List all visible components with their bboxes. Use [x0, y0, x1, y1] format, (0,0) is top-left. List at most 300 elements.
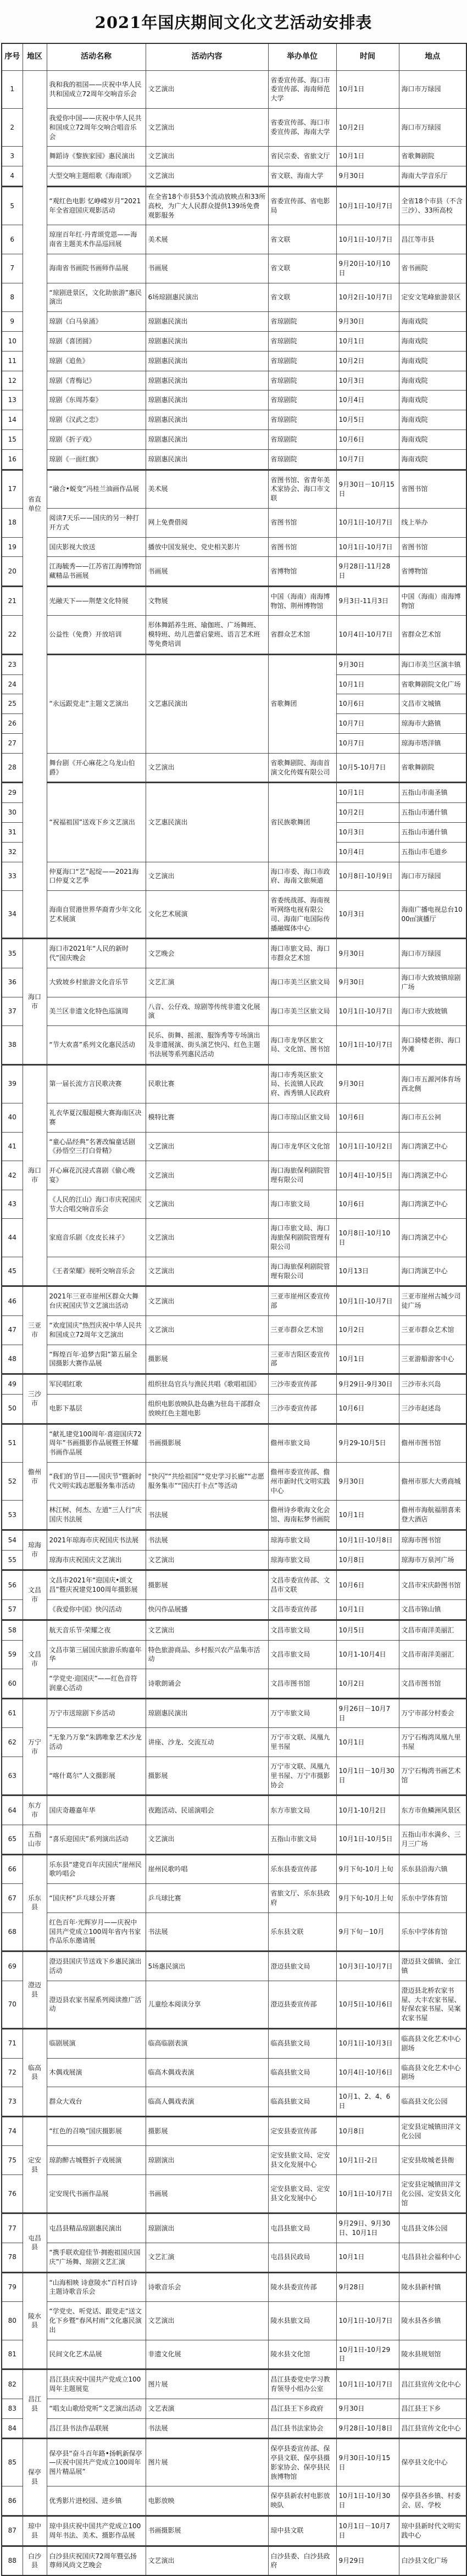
time-cell: 10月1日－10月7日	[336, 2516, 399, 2546]
organizer-cell: 昌江县王下乡政府	[268, 2399, 336, 2418]
serial-cell: 34	[2, 891, 23, 939]
time-cell: 10月1日-10月2日	[336, 1132, 399, 1161]
activity-content-cell: 书画展	[146, 2174, 268, 2213]
region-cell: 东方市	[23, 1796, 47, 1825]
organizer-cell: 琼海市旅文局	[268, 1550, 336, 1570]
serial-cell: 14	[2, 410, 23, 430]
time-cell: 10月3日-10月7日	[336, 1951, 399, 1981]
location-cell: 三沙市永兴岛	[399, 1374, 466, 1395]
location-cell: 澄迈县北桥农家书屋、大丰农家书屋、好保农家书屋、吴案农家书屋	[399, 1981, 466, 2028]
activity-content-cell: 文艺惠民演出	[146, 654, 268, 753]
time-cell: 10月1日-10月7日	[336, 2369, 399, 2399]
location-cell: 海口市五源河体育场西北侧	[399, 1064, 466, 1103]
location-cell: 琼海市图书馆	[399, 1530, 466, 1550]
activity-content-cell: 特色旅游商品、乡村振兴农产品集市活动	[146, 1640, 268, 1669]
activity-content-cell: 琼剧惠民演出	[146, 331, 268, 351]
table-row	[2, 1286, 466, 1316]
organizer-cell: 白沙县委、白沙县政府	[268, 2546, 336, 2575]
location-cell: 文昌市宋庆龄图书馆	[399, 1570, 466, 1600]
organizer-cell: 省琼剧院	[268, 371, 336, 391]
location-cell: 省图书馆	[399, 537, 466, 557]
organizer-cell: 省文联	[268, 254, 336, 283]
activity-content-cell: 文艺汇演	[146, 2243, 268, 2272]
table-row	[2, 1825, 466, 1855]
time-cell: 10月6日	[336, 1570, 399, 1600]
serial-cell: 41	[2, 1132, 23, 1161]
time-cell: 10月1日	[336, 2243, 399, 2272]
table-row	[2, 1669, 466, 1699]
location-cell: 琼海市大路镇	[399, 714, 466, 734]
activity-content-cell: 琼剧演出	[146, 2146, 268, 2175]
serial-cell: 43	[2, 1190, 23, 1219]
table-row	[2, 1728, 466, 1757]
organizer-cell: 定安县委宣传部	[268, 2116, 336, 2146]
table-row	[2, 1345, 466, 1374]
serial-cell: 45	[2, 1257, 23, 1286]
time-cell: 10月1日－10月30日	[336, 1757, 399, 1796]
location-cell: 琼中县新时代文明实践中心	[399, 2516, 466, 2546]
location-cell: 三亚市群众艺术馆	[399, 1315, 466, 1345]
location-cell: 省博物馆	[399, 557, 466, 587]
activity-name-cell: 舞蹈诗《黎族家园》惠民演出	[47, 147, 146, 166]
activity-name-cell: 琼剧《一面红旗》	[47, 449, 146, 470]
table-row	[2, 2399, 466, 2418]
region-cell: 三亚市	[23, 1286, 47, 1374]
time-cell: 10月8日	[336, 2116, 399, 2146]
organizer-cell: 海口市委、海口市政府、海南文旅频道	[268, 862, 336, 891]
region-cell: 儋州市	[23, 1424, 47, 1530]
time-cell: 10月1日	[336, 674, 399, 694]
organizer-cell: 定安县旅文局、定安县文化发展中心	[268, 2174, 336, 2213]
activity-content-cell: 文艺演出	[146, 108, 268, 146]
region-cell: 琼海市	[23, 1530, 47, 1570]
serial-cell: 64	[2, 1796, 23, 1825]
table-row	[2, 508, 466, 537]
time-cell: 10月6日	[336, 694, 399, 714]
activity-content-cell: 琼剧惠民演出	[146, 351, 268, 371]
organizer-cell: 昌江县委党史学习教育领导小组办公室	[268, 2369, 336, 2399]
table-header	[2, 43, 466, 70]
serial-cell: 26	[2, 714, 23, 734]
time-cell: 10月8日-10月10日	[336, 1219, 399, 1257]
header-row	[2, 43, 466, 70]
table-row	[2, 2058, 466, 2087]
region-cell: 省直单位	[23, 70, 47, 939]
activity-name-cell: 美兰区非遗文化特色巡演周	[47, 997, 146, 1026]
organizer-cell: 省委宣传部、省电影局	[268, 186, 336, 225]
table-row	[2, 2174, 466, 2213]
activity-name-cell: 《人民的江山》海口市庆祝国庆节大合唱交响音乐会	[47, 1190, 146, 1219]
serial-cell: 87	[2, 2516, 23, 2546]
time-cell: 9月28日-10月8日	[336, 2418, 399, 2439]
activity-content-cell: 快闪作品展播	[146, 1600, 268, 1620]
organizer-cell: 屯昌县旅文局	[268, 2213, 336, 2243]
serial-cell: 3	[2, 147, 23, 166]
time-cell: 10月2日	[336, 1315, 399, 1345]
table-row	[2, 2028, 466, 2058]
activity-name-cell: 木偶戏展演	[47, 2058, 146, 2087]
serial-cell: 9	[2, 312, 23, 332]
activity-content-cell: 临高人偶戏表演	[146, 2087, 268, 2117]
table-row	[2, 1161, 466, 1190]
activity-name-cell: 琼海市庆祝国庆文艺演出	[47, 1550, 146, 1570]
serial-cell: 11	[2, 351, 23, 371]
location-cell: 省群众艺术馆	[399, 616, 466, 654]
serial-cell: 6	[2, 225, 23, 254]
location-cell: 东方市鱼鳞洲风景区	[399, 1796, 466, 1825]
serial-cell: 29	[2, 783, 23, 803]
organizer-cell: 海口市美兰区旅文局	[268, 968, 336, 997]
organizer-cell: 省琼剧院	[268, 331, 336, 351]
time-cell: 9月30日	[336, 939, 399, 968]
serial-cell: 88	[2, 2546, 23, 2575]
table-row	[2, 2243, 466, 2272]
activity-name-cell: 琼剧《追鱼》	[47, 351, 146, 371]
activity-content-cell: 网上免费借阅	[146, 508, 268, 537]
location-cell: 昌江等市县	[399, 225, 466, 254]
activity-name-cell: 琼崖百年红·丹青颂党恩——海南省主题美术作品巡回展	[47, 225, 146, 254]
location-cell: 三沙市赵述岛	[399, 1394, 466, 1424]
time-cell: 9月29日-9月30日	[336, 1374, 399, 1395]
organizer-cell: 三亚市群众艺术馆	[268, 1315, 336, 1345]
activity-content-cell: 琼剧惠民演出	[146, 391, 268, 410]
table-row	[2, 2302, 466, 2340]
location-cell: 儋州市海航福朋喜来登大酒店	[399, 1501, 466, 1530]
location-cell: 儋州市那大大勇商城	[399, 1462, 466, 1500]
location-cell: 临高县文化艺术中心剧场	[399, 2028, 466, 2058]
location-cell: 五指山市通什镇	[399, 803, 466, 823]
organizer-cell: 三沙市委宣传部	[268, 1374, 336, 1395]
activity-content-cell: 文艺演出	[146, 1286, 268, 1316]
serial-cell: 12	[2, 371, 23, 391]
table-row	[2, 2546, 466, 2575]
location-cell: 陵水县规划馆	[399, 2340, 466, 2369]
serial-cell: 27	[2, 734, 23, 754]
table-row	[2, 2146, 466, 2175]
time-cell: 10月6日	[336, 1394, 399, 1424]
location-cell: 昌江县宣传文化中心	[399, 2418, 466, 2439]
serial-cell: 55	[2, 1550, 23, 1570]
activity-content-cell: 琼剧演出	[146, 2213, 268, 2243]
organizer-cell: 省文联	[268, 283, 336, 312]
activity-name-cell: 临剧展演	[47, 2028, 146, 2058]
table-row	[2, 186, 466, 225]
activity-content-cell: 美术展	[146, 225, 268, 254]
activity-content-cell: 文艺演出	[146, 1161, 268, 1190]
organizer-cell: 海口海旅保利剧院管理有限公司	[268, 1257, 336, 1286]
table-row	[2, 1620, 466, 1640]
serial-cell: 49	[2, 1374, 23, 1395]
time-cell: 10月5日-10月6日	[336, 1981, 399, 2028]
time-cell: 10月1日-10月7日	[336, 2302, 399, 2340]
activity-content-cell: 夜跑活动、民谣演唱会	[146, 1796, 268, 1825]
serial-cell: 74	[2, 2116, 23, 2146]
organizer-cell: 保亭县新农村电影放映队	[268, 2486, 336, 2516]
activity-content-cell: 文艺惠民演出	[146, 783, 268, 862]
activity-content-cell: 书画展	[146, 254, 268, 283]
location-cell: 保亭县各乡镇、村委会、居、学校	[399, 2486, 466, 2516]
activity-content-cell: 崖州民歌吟唱	[146, 1854, 268, 1884]
organizer-cell: 乐东县委宣传部	[268, 1854, 336, 1884]
activity-name-cell: 国庆影视大放送	[47, 537, 146, 557]
region-cell: 定安县	[23, 2116, 47, 2213]
activity-name-cell: 群众大戏台	[47, 2087, 146, 2117]
activity-content-cell: 琼剧惠民演出	[146, 371, 268, 391]
location-cell: 海口市万绿园	[399, 939, 466, 968]
organizer-cell: 省委宣传部、海口市委宣传部、海南师范大学	[268, 70, 336, 108]
table-row	[2, 371, 466, 391]
activity-content-cell: 民乐、街舞、摇滚、服饰秀等专场演出及非遗展演、街头演艺快闪、红色主题书法展等系列惠民活动	[146, 1026, 268, 1064]
organizer-cell: 万宁市文联、凤凰九里书屋	[268, 1728, 336, 1757]
location-cell: 海口市万绿园	[399, 862, 466, 891]
location-cell: 保亭县文化中心	[399, 2439, 466, 2486]
serial-cell: 2	[2, 108, 23, 146]
serial-cell: 37	[2, 997, 23, 1026]
activity-name-cell: “国庆杯”乒乓球公开赛	[47, 1884, 146, 1913]
time-cell: 10月1日	[336, 1345, 399, 1374]
organizer-cell: 海口市琼山区旅文局	[268, 1103, 336, 1132]
time-cell: 9月30日	[336, 166, 399, 187]
time-cell: 10月2日	[336, 803, 399, 823]
location-cell: 海口湾演艺中心	[399, 1190, 466, 1219]
location-cell: 三亚市崖州古城少司徒广场	[399, 1286, 466, 1316]
organizer-cell: 陵水县委宣传部	[268, 2272, 336, 2302]
location-cell: 文昌市南洋美丽汇	[399, 1640, 466, 1669]
table-row	[2, 1600, 466, 1620]
location-cell: 省歌舞剧院	[399, 147, 466, 166]
table-row	[2, 537, 466, 557]
table-row	[2, 997, 466, 1026]
serial-cell: 44	[2, 1219, 23, 1257]
organizer-cell: 海口市旅文局、海口市群众艺术馆	[268, 939, 336, 968]
location-cell: 海口湾演艺中心	[399, 1257, 466, 1286]
serial-cell: 60	[2, 1669, 23, 1699]
serial-cell: 28	[2, 753, 23, 783]
time-cell: 9月30日	[336, 654, 399, 674]
time-cell: 10月1日	[336, 1600, 399, 1620]
activity-name-cell: 阅读7天乐——国庆的另一种打开方式	[47, 508, 146, 537]
activity-content-cell: 在全省18个市县53个流动放映点和33所高校，为广大人民群众提供139场免费观影服务	[146, 186, 268, 225]
organizer-cell: 三亚市吉阳区委宣传部	[268, 1345, 336, 1374]
activity-content-cell: 文艺演出	[146, 1825, 268, 1855]
region-cell: 白沙县	[23, 2546, 47, 2575]
organizer-cell: 儋州市委宣传部、儋州市新时代文明实践中心	[268, 1462, 336, 1500]
activity-content-cell: 文物展	[146, 586, 268, 616]
organizer-cell: 东方市旅文局	[268, 1796, 336, 1825]
activity-content-cell: 电影放映	[146, 2486, 268, 2516]
serial-cell: 42	[2, 1161, 23, 1190]
location-cell: 海口湾演艺中心	[399, 1161, 466, 1190]
activity-name-cell: 军民唱红歌	[47, 1374, 146, 1395]
table-row	[2, 166, 466, 187]
serial-cell: 72	[2, 2058, 23, 2087]
location-cell: 海南戏院	[399, 430, 466, 449]
serial-cell: 70	[2, 1981, 23, 2028]
location-cell: 线上举办	[399, 508, 466, 537]
time-cell: 10月3日	[336, 823, 399, 843]
region-cell: 保亭县	[23, 2439, 47, 2516]
time-cell: 10月1-10月4日	[336, 1640, 399, 1669]
time-cell: 10月1日-10月29日	[336, 2340, 399, 2369]
activity-name-cell: 琼韵醉古城暨折子戏展演	[47, 2146, 146, 2175]
organizer-cell: 澄迈县委宣传部	[268, 1981, 336, 2028]
serial-cell: 54	[2, 1530, 23, 1550]
table-row	[2, 331, 466, 351]
organizer-cell: 文昌市旅文局	[268, 1640, 336, 1669]
time-cell: 10月1日-10月7日	[336, 997, 399, 1026]
table-row	[2, 70, 466, 108]
location-cell: 海口湾演艺中心	[399, 1132, 466, 1161]
activity-content-cell: 形体舞蹈养生班、瑜伽班、广场舞班、模特班、幼儿芭蕾启蒙班、语言艺术班等免费培训	[146, 616, 268, 654]
location-cell: 乐东县沿海六镇	[399, 1854, 466, 1884]
time-cell: 10月1日-10月7日	[336, 537, 399, 557]
organizer-cell: 海口市美兰区旅文局	[268, 997, 336, 1026]
page-title: 2021年国庆期间文化文艺活动安排表	[94, 13, 373, 32]
header-organizer: 举办单位	[268, 43, 336, 70]
header-serial: 序号	[2, 43, 23, 70]
activity-content-cell: 琼剧惠民演出	[146, 410, 268, 430]
location-cell: 海口市大致坡镇琼剧广场	[399, 968, 466, 997]
location-cell: 海南广播电视总台1000㎡演播厅	[399, 891, 466, 939]
activity-content-cell: 书法展	[146, 2418, 268, 2439]
activity-content-cell: 文艺演出	[146, 753, 268, 783]
time-cell: 10月1日-10月5日	[336, 1825, 399, 1855]
table-row	[2, 1698, 466, 1728]
activity-name-cell: 《王者荣耀》视听交响音乐会	[47, 1257, 146, 1286]
activity-name-cell: 江海毓秀——江苏省江海博物馆藏精品书画展	[47, 557, 146, 587]
serial-cell: 46	[2, 1286, 23, 1316]
activity-content-cell: 乒乓球比赛	[146, 1884, 268, 1913]
region-cell: 乐东县	[23, 1854, 47, 1951]
activity-content-cell: 文艺演出	[146, 1190, 268, 1219]
time-cell: 9月28日	[336, 2272, 399, 2302]
organizer-cell: 省民族歌舞团	[268, 783, 336, 862]
location-cell: 临高县文化艺术中心剧场	[399, 2058, 466, 2087]
time-cell: 9月30日	[336, 1064, 399, 1103]
activity-name-cell: 海口市2021年“人民的新时代”国庆晚会	[47, 939, 146, 968]
organizer-cell: 省文联	[268, 225, 336, 254]
serial-cell: 80	[2, 2302, 23, 2340]
activity-name-cell: 2021年琼海市庆祝国庆书法展	[47, 1530, 146, 1550]
table-row	[2, 1913, 466, 1951]
organizer-cell: 省歌舞团	[268, 654, 336, 753]
time-cell: 10月1日-10月30日	[336, 2486, 399, 2516]
time-cell: 9月30日	[336, 1462, 399, 1500]
serial-cell: 56	[2, 1570, 23, 1600]
serial-cell: 16	[2, 449, 23, 470]
table-row	[2, 449, 466, 470]
activity-content-cell: 摄影展	[146, 1570, 268, 1600]
activity-name-cell: “观红色电影 忆峥嵘岁月”2021年全省迎国庆观影活动	[47, 186, 146, 225]
time-cell: 10月8日-10月9日	[336, 862, 399, 891]
organizer-cell: 三沙市委宣传部	[268, 1394, 336, 1424]
location-cell: 五指山市毛道乡	[399, 842, 466, 862]
activity-name-cell: 红色百年·光辉岁月——庆祝中国共产党成立100周年省内书家作品乐东邀请展	[47, 1913, 146, 1951]
table-row	[2, 1064, 466, 1103]
serial-cell: 18	[2, 508, 23, 537]
activity-content-cell: 文艺汇演	[146, 968, 268, 997]
table-row	[2, 1530, 466, 1550]
activity-name-cell: 琼中县庆祝中国共产党成立100周年书法、美术、摄影作品展	[47, 2516, 146, 2546]
serial-cell: 75	[2, 2146, 23, 2175]
time-cell: 10月5日	[336, 1620, 399, 1640]
location-cell: 全省18个市县（不含三沙）、33所高校	[399, 186, 466, 225]
organizer-cell: 省博物馆	[268, 557, 336, 587]
table-row	[2, 2486, 466, 2516]
serial-cell: 4	[2, 166, 23, 187]
serial-cell: 66	[2, 1854, 23, 1884]
serial-cell: 17	[2, 470, 23, 508]
organizer-cell: 省文联、海南大学	[268, 166, 336, 187]
organizer-cell: 定安县旅文局、定安县文化发展中心	[268, 2146, 336, 2175]
organizer-cell: 省琼剧院	[268, 430, 336, 449]
organizer-cell: 临高县旅文局	[268, 2087, 336, 2117]
time-cell: 9月3日-11月3日	[336, 586, 399, 616]
table-row	[2, 1103, 466, 1132]
location-cell: 临高县文化公园	[399, 2087, 466, 2117]
serial-cell: 61	[2, 1698, 23, 1728]
activity-content-cell: 书画展	[146, 557, 268, 587]
time-cell: 9月29日、9月30日、10月1日	[336, 2213, 399, 2243]
activity-content-cell: 讲座、沙龙、交流互动	[146, 1728, 268, 1757]
activity-name-cell: “学党史·迎国庆”——红色音符润童心活动	[47, 1669, 146, 1699]
activity-name-cell: “融合•蜕变”冯桂兰油画作品展	[47, 470, 146, 508]
time-cell: 10月1日-10月7日	[336, 2174, 399, 2213]
location-cell: 陵水县各乡镇	[399, 2302, 466, 2340]
activity-content-cell: 文艺演出	[146, 70, 268, 108]
location-cell: 定安县定城镇田洋文化公园、定安县文化馆	[399, 2174, 466, 2213]
serial-cell: 81	[2, 2340, 23, 2369]
table-row	[2, 1374, 466, 1395]
activity-name-cell: “我们的节日——国庆节”暨新时代文明实践志愿服务集市活动	[47, 1462, 146, 1500]
organizer-cell: 省歌舞剧院、海南首演文化传媒有限公司	[268, 753, 336, 783]
serial-cell: 21	[2, 586, 23, 616]
table-row	[2, 1570, 466, 1600]
activity-content-cell: 图片展	[146, 2369, 268, 2399]
table-row	[2, 312, 466, 332]
activity-name-cell: 万宁市送琼剧下乡活动	[47, 1698, 146, 1728]
serial-cell: 63	[2, 1757, 23, 1796]
location-cell: 省歌舞剧院	[399, 753, 466, 783]
time-cell: 10月1-10月2日	[336, 1796, 399, 1825]
table-row	[2, 2439, 466, 2486]
activity-content-cell: 书法展	[146, 1530, 268, 1550]
region-cell: 文昌市	[23, 1570, 47, 1620]
time-cell: 10月2日	[336, 108, 399, 146]
location-cell: 白沙县文化广场	[399, 2546, 466, 2575]
table-row	[2, 351, 466, 371]
table-row	[2, 1550, 466, 1570]
activity-content-cell: 图片展	[146, 2439, 268, 2486]
table-row	[2, 1315, 466, 1345]
region-cell: 屯昌县	[23, 2213, 47, 2272]
serial-cell: 10	[2, 331, 23, 351]
activity-name-cell: 琼剧《青梅记》	[47, 371, 146, 391]
activity-content-cell: 摄影展	[146, 1757, 268, 1796]
activity-content-cell: 摄影展	[146, 2116, 268, 2146]
table-row	[2, 283, 466, 312]
time-cell: 9月下旬-10月上旬	[336, 1884, 399, 1913]
time-cell: 10月4日	[336, 391, 399, 410]
activity-name-cell: 大型交响主题组歌《海南颂》	[47, 166, 146, 187]
serial-cell: 58	[2, 1620, 23, 1640]
activity-name-cell: “童心品经典”名著改编童话剧《孙悟空三打白骨精》	[47, 1132, 146, 1161]
serial-cell: 86	[2, 2486, 23, 2516]
location-cell: 中国（海南）南海博物馆	[399, 586, 466, 616]
activity-name-cell: “无象乃万象”朱鹍唯象艺术沙龙活动	[47, 1728, 146, 1757]
organizer-cell: 海口市龙华区旅文局、文化馆、图书馆	[268, 1026, 336, 1064]
time-cell: 10月5-10月7日	[336, 753, 399, 783]
